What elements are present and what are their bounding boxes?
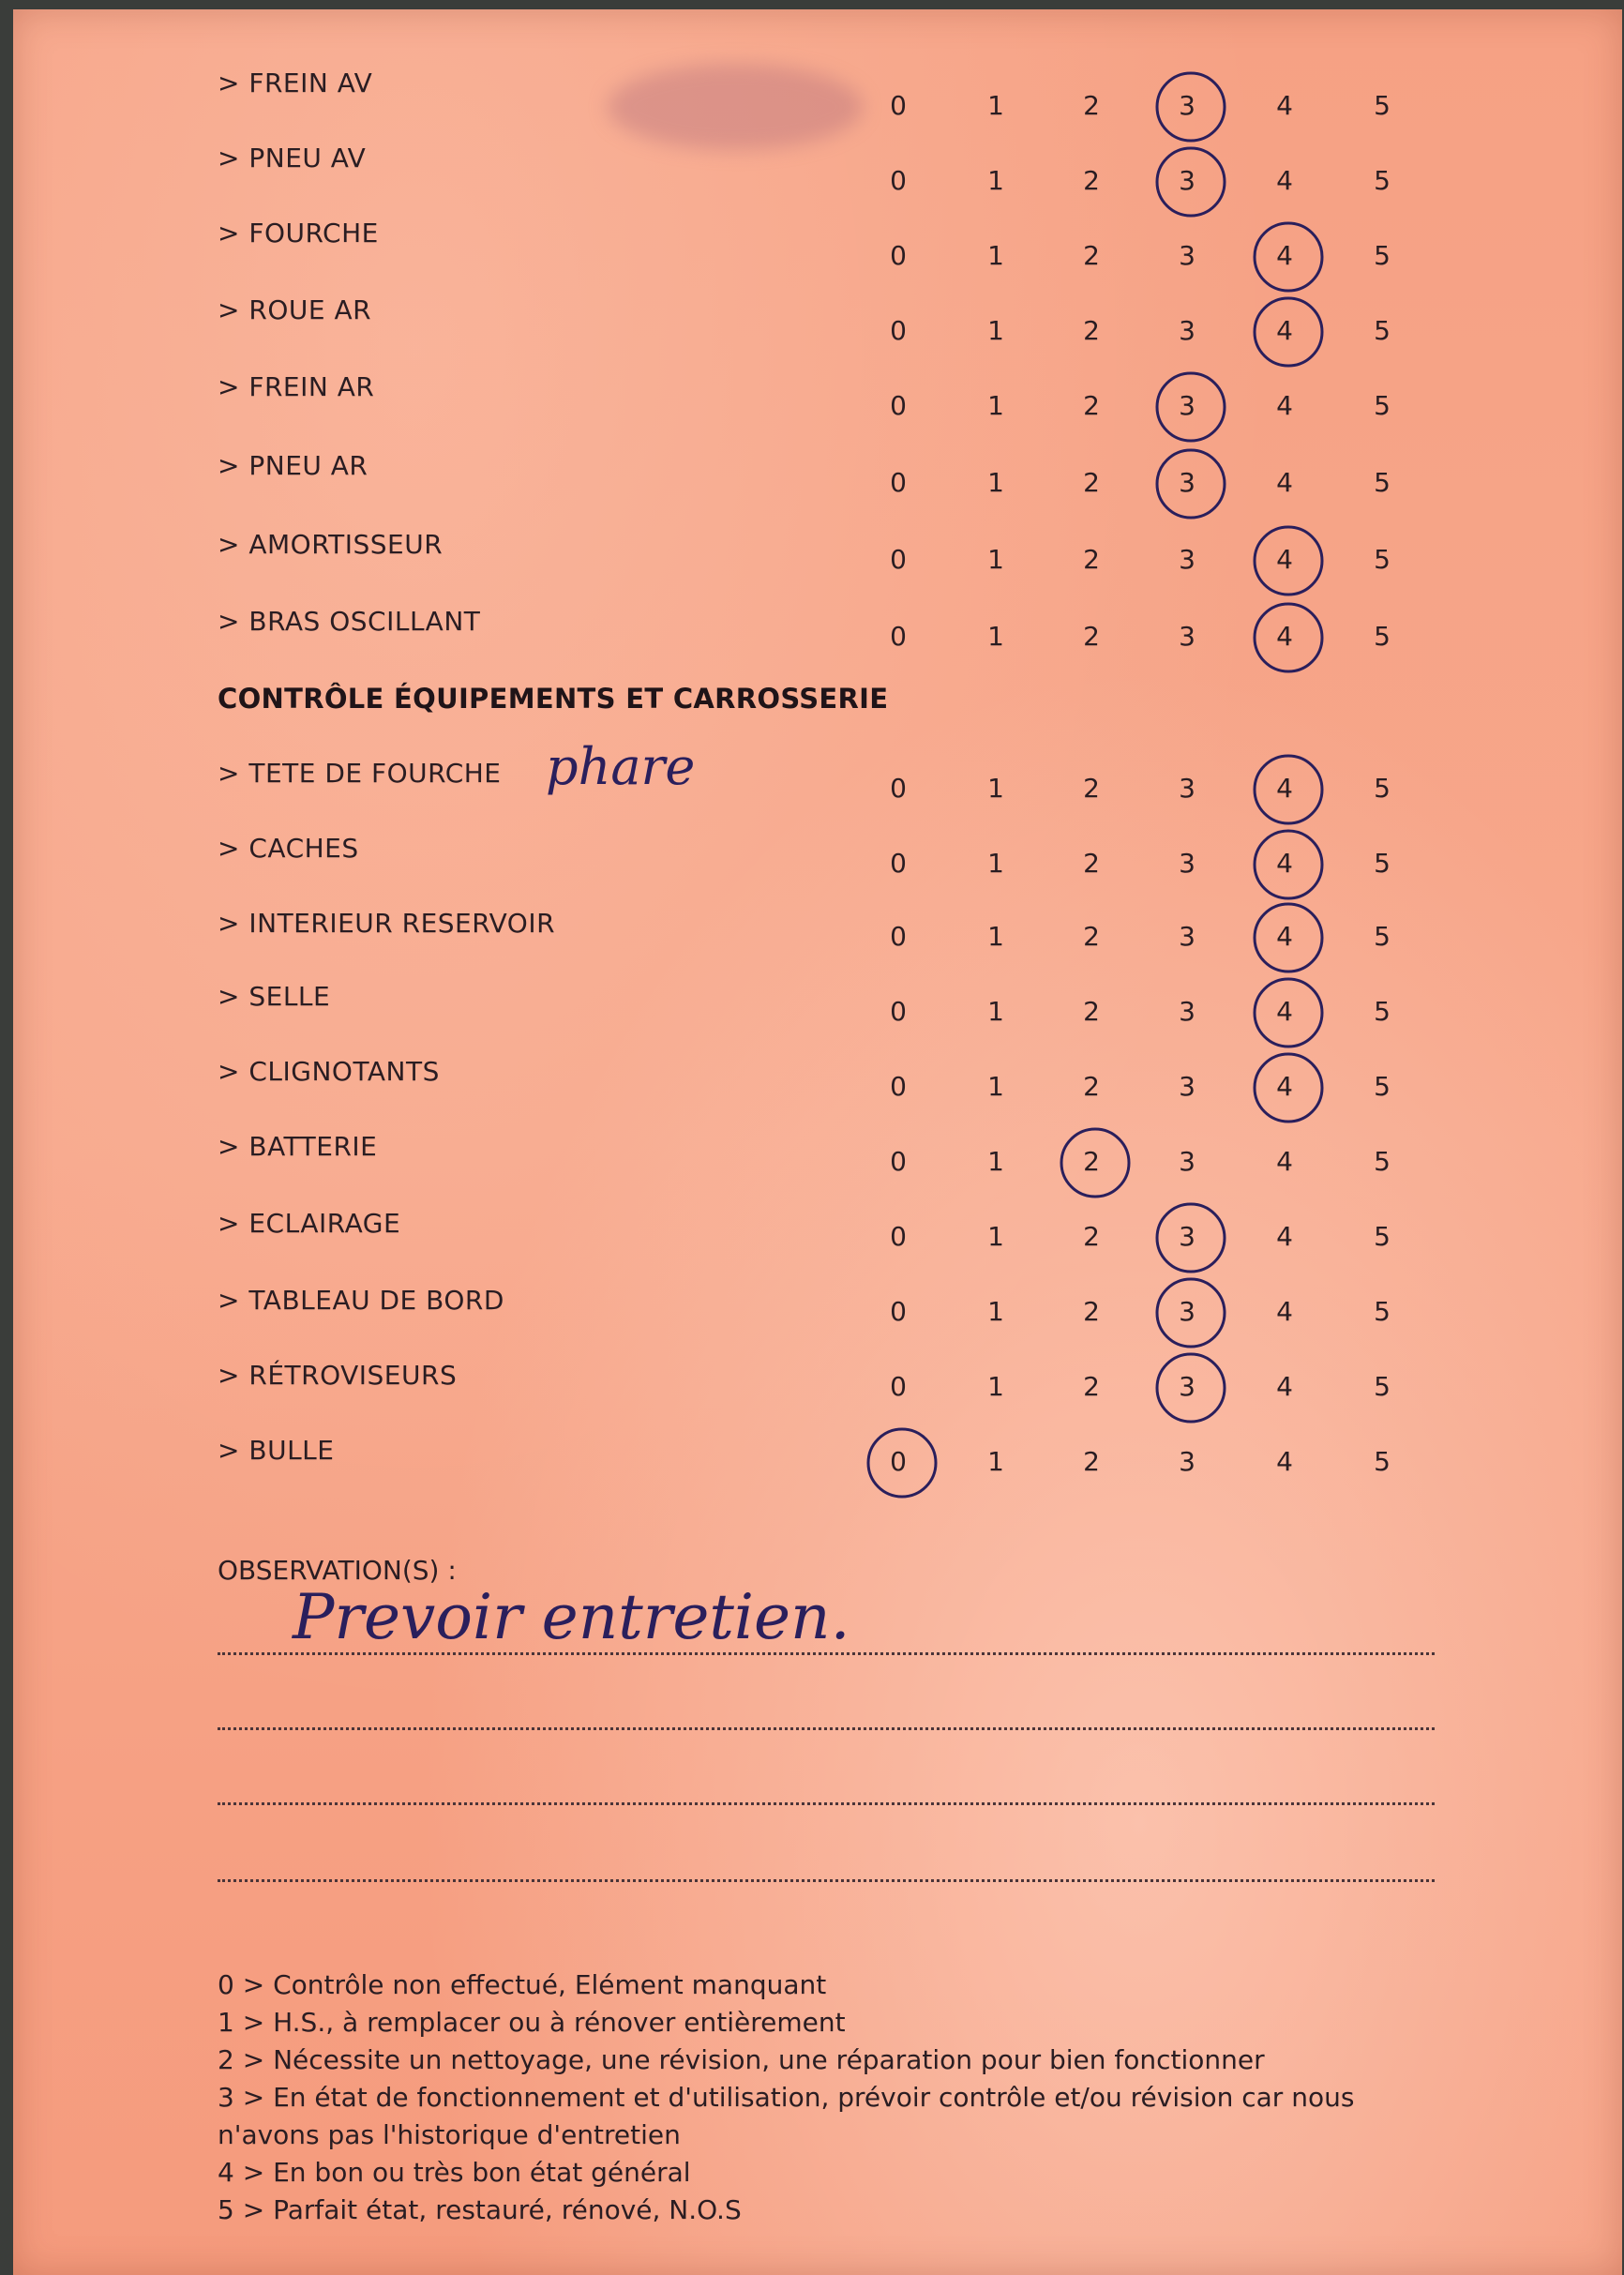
item-label: > ECLAIRAGE xyxy=(218,1208,401,1239)
section-heading: CONTRÔLE ÉQUIPEMENTS ET CARROSSERIE xyxy=(218,683,889,715)
handwritten-observation: Prevoir entretien. xyxy=(293,1581,850,1653)
rating-option-3: 3 xyxy=(1179,1146,1195,1177)
rating-option-1: 1 xyxy=(987,921,1004,952)
rating-option-3: 3 xyxy=(1179,165,1195,196)
rating-option-0: 0 xyxy=(890,1446,907,1477)
rating-option-4: 4 xyxy=(1276,240,1293,271)
rating-option-3: 3 xyxy=(1179,544,1195,575)
rating-option-1: 1 xyxy=(987,544,1004,575)
rating-option-4: 4 xyxy=(1276,1371,1293,1402)
rating-option-2: 2 xyxy=(1083,1221,1100,1252)
rating-option-0: 0 xyxy=(890,90,907,121)
rating-option-3: 3 xyxy=(1179,390,1195,421)
item-label: > BULLE xyxy=(218,1435,335,1466)
item-label: > RÉTROVISEURS xyxy=(218,1360,458,1391)
observation-line xyxy=(218,1652,1435,1655)
rating-option-1: 1 xyxy=(987,1296,1004,1327)
item-label: > BATTERIE xyxy=(218,1131,378,1162)
rating-option-5: 5 xyxy=(1374,773,1391,804)
rating-option-2: 2 xyxy=(1083,1446,1100,1477)
rating-option-5: 5 xyxy=(1374,996,1391,1027)
rating-option-2: 2 xyxy=(1083,315,1100,346)
rating-option-1: 1 xyxy=(987,240,1004,271)
rating-option-2: 2 xyxy=(1083,1146,1100,1177)
rating-option-4: 4 xyxy=(1276,467,1293,498)
rating-option-4: 4 xyxy=(1276,1146,1293,1177)
rating-option-4: 4 xyxy=(1276,848,1293,879)
item-label: > AMORTISSEUR xyxy=(218,529,444,560)
rating-option-1: 1 xyxy=(987,165,1004,196)
item-label: > CACHES xyxy=(218,833,359,864)
rating-option-3: 3 xyxy=(1179,1071,1195,1102)
rating-option-0: 0 xyxy=(890,848,907,879)
rating-option-3: 3 xyxy=(1179,1446,1195,1477)
item-label: > TABLEAU DE BORD xyxy=(218,1285,504,1316)
rating-option-0: 0 xyxy=(890,467,907,498)
rating-option-3: 3 xyxy=(1179,1296,1195,1327)
rating-option-5: 5 xyxy=(1374,921,1391,952)
rating-option-2: 2 xyxy=(1083,1371,1100,1402)
rating-option-5: 5 xyxy=(1374,1071,1391,1102)
rating-option-0: 0 xyxy=(890,544,907,575)
legend-line: 2 > Nécessite un nettoyage, une révision, une réparation pour bien fonctionner xyxy=(218,2044,1265,2075)
rating-option-1: 1 xyxy=(987,773,1004,804)
rating-option-5: 5 xyxy=(1374,165,1391,196)
rating-option-2: 2 xyxy=(1083,1296,1100,1327)
rating-option-3: 3 xyxy=(1179,1371,1195,1402)
rating-option-0: 0 xyxy=(890,1296,907,1327)
legend-line: 3 > En état de fonctionnement et d'utilisation, prévoir contrôle et/ou révision car nous xyxy=(218,2082,1355,2113)
rating-option-4: 4 xyxy=(1276,773,1293,804)
rating-option-3: 3 xyxy=(1179,1221,1195,1252)
rating-option-5: 5 xyxy=(1374,1146,1391,1177)
rating-option-3: 3 xyxy=(1179,90,1195,121)
rating-option-2: 2 xyxy=(1083,848,1100,879)
rating-option-5: 5 xyxy=(1374,1371,1391,1402)
rating-option-0: 0 xyxy=(890,1146,907,1177)
rating-option-1: 1 xyxy=(987,996,1004,1027)
rating-option-5: 5 xyxy=(1374,390,1391,421)
item-label: > PNEU AR xyxy=(218,450,368,481)
rating-option-0: 0 xyxy=(890,1371,907,1402)
rating-option-5: 5 xyxy=(1374,1221,1391,1252)
rating-option-3: 3 xyxy=(1179,848,1195,879)
rating-option-4: 4 xyxy=(1276,544,1293,575)
rating-option-1: 1 xyxy=(987,467,1004,498)
rating-option-5: 5 xyxy=(1374,467,1391,498)
rating-option-4: 4 xyxy=(1276,1296,1293,1327)
item-label: > CLIGNOTANTS xyxy=(218,1056,440,1087)
rating-option-2: 2 xyxy=(1083,996,1100,1027)
item-label: > BRAS OSCILLANT xyxy=(218,606,481,637)
rating-option-0: 0 xyxy=(890,773,907,804)
rating-option-0: 0 xyxy=(890,390,907,421)
item-label: > SELLE xyxy=(218,981,331,1012)
rating-option-5: 5 xyxy=(1374,90,1391,121)
rating-option-0: 0 xyxy=(890,165,907,196)
legend-line: 0 > Contrôle non effectué, Elément manquant xyxy=(218,1969,827,2000)
rating-option-4: 4 xyxy=(1276,315,1293,346)
rating-option-4: 4 xyxy=(1276,90,1293,121)
handwritten-note-phare: phare xyxy=(546,737,696,796)
rating-option-0: 0 xyxy=(890,921,907,952)
rating-option-0: 0 xyxy=(890,996,907,1027)
rating-option-4: 4 xyxy=(1276,165,1293,196)
item-label: > FREIN AR xyxy=(218,371,375,402)
rating-option-0: 0 xyxy=(890,240,907,271)
rating-option-5: 5 xyxy=(1374,315,1391,346)
rating-option-4: 4 xyxy=(1276,921,1293,952)
inspection-sheet xyxy=(13,9,1622,2275)
rating-option-1: 1 xyxy=(987,90,1004,121)
item-label: > INTERIEUR RESERVOIR xyxy=(218,908,556,939)
rating-option-3: 3 xyxy=(1179,467,1195,498)
rating-option-2: 2 xyxy=(1083,240,1100,271)
rating-option-2: 2 xyxy=(1083,921,1100,952)
rating-option-5: 5 xyxy=(1374,240,1391,271)
rating-option-1: 1 xyxy=(987,848,1004,879)
rating-option-0: 0 xyxy=(890,315,907,346)
observations-label: OBSERVATION(S) : xyxy=(218,1555,457,1586)
rating-option-1: 1 xyxy=(987,315,1004,346)
rating-option-0: 0 xyxy=(890,1071,907,1102)
rating-option-3: 3 xyxy=(1179,996,1195,1027)
rating-option-2: 2 xyxy=(1083,390,1100,421)
rating-option-1: 1 xyxy=(987,1146,1004,1177)
observation-line xyxy=(218,1802,1435,1805)
rating-option-3: 3 xyxy=(1179,240,1195,271)
legend-line: 5 > Parfait état, restauré, rénové, N.O.S xyxy=(218,2194,742,2225)
rating-option-4: 4 xyxy=(1276,621,1293,652)
rating-option-2: 2 xyxy=(1083,467,1100,498)
rating-option-1: 1 xyxy=(987,1371,1004,1402)
rating-option-3: 3 xyxy=(1179,921,1195,952)
ink-smudge xyxy=(608,64,863,150)
rating-option-1: 1 xyxy=(987,1446,1004,1477)
rating-option-1: 1 xyxy=(987,621,1004,652)
rating-option-1: 1 xyxy=(987,390,1004,421)
legend-line: n'avons pas l'historique d'entretien xyxy=(218,2119,681,2150)
legend-line: 4 > En bon ou très bon état général xyxy=(218,2157,691,2188)
rating-option-4: 4 xyxy=(1276,390,1293,421)
rating-option-3: 3 xyxy=(1179,773,1195,804)
rating-option-5: 5 xyxy=(1374,544,1391,575)
rating-option-1: 1 xyxy=(987,1221,1004,1252)
rating-option-0: 0 xyxy=(890,621,907,652)
rating-option-3: 3 xyxy=(1179,621,1195,652)
rating-option-1: 1 xyxy=(987,1071,1004,1102)
rating-option-0: 0 xyxy=(890,1221,907,1252)
item-label: > FREIN AV xyxy=(218,68,373,98)
rating-option-2: 2 xyxy=(1083,544,1100,575)
item-label: > TETE DE FOURCHE xyxy=(218,758,502,789)
item-label: > PNEU AV xyxy=(218,143,367,173)
rating-option-5: 5 xyxy=(1374,1296,1391,1327)
rating-option-3: 3 xyxy=(1179,315,1195,346)
rating-option-5: 5 xyxy=(1374,1446,1391,1477)
rating-option-4: 4 xyxy=(1276,1446,1293,1477)
item-label: > ROUE AR xyxy=(218,294,372,325)
rating-option-5: 5 xyxy=(1374,621,1391,652)
rating-option-2: 2 xyxy=(1083,773,1100,804)
item-label: > FOURCHE xyxy=(218,218,379,249)
rating-option-2: 2 xyxy=(1083,621,1100,652)
rating-option-4: 4 xyxy=(1276,1071,1293,1102)
observation-line xyxy=(218,1727,1435,1730)
rating-option-2: 2 xyxy=(1083,1071,1100,1102)
legend-line: 1 > H.S., à remplacer ou à rénover entièrement xyxy=(218,2007,846,2038)
rating-option-2: 2 xyxy=(1083,90,1100,121)
rating-option-4: 4 xyxy=(1276,996,1293,1027)
rating-option-5: 5 xyxy=(1374,848,1391,879)
rating-option-4: 4 xyxy=(1276,1221,1293,1252)
rating-option-2: 2 xyxy=(1083,165,1100,196)
observation-line xyxy=(218,1879,1435,1882)
